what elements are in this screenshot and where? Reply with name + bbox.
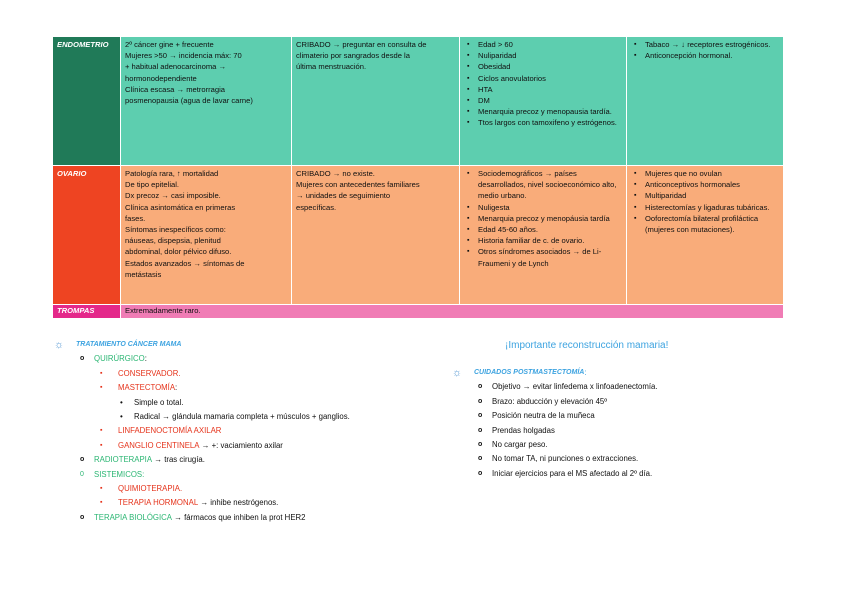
dot-bullet-icon: • <box>120 412 123 422</box>
list-item <box>452 409 812 423</box>
list-item: ▪ Anticoncepción hormonal. <box>645 50 779 61</box>
row-endometrio <box>53 37 784 166</box>
hormonal-desc: → inhibe nestrógenos. <box>200 498 279 508</box>
list-item <box>452 467 812 481</box>
text-line: CRIBADO → preguntar en consulta de <box>296 40 427 49</box>
sun-icon: ☼ <box>452 367 463 379</box>
list-item <box>54 410 454 424</box>
text-line: CRIBADO → no existe. <box>296 169 375 178</box>
cuidado-text: Prendas holgadas <box>492 425 555 435</box>
list-item <box>452 438 812 452</box>
text-line: Mujeres con antecedentes familiares <box>296 180 420 190</box>
tratamiento-title: TRATAMIENTO CÁNCER MAMA <box>76 341 182 348</box>
circle-bullet-icon: o <box>478 441 483 449</box>
list-item: ▪ Ooforectomía bilateral profiláctica (mujeres con mutaciones). <box>645 213 779 235</box>
list-item <box>54 468 454 482</box>
square-bullet-icon: ▪ <box>100 427 103 435</box>
circle-bullet-icon: o <box>478 469 483 477</box>
list-item <box>54 424 454 438</box>
list-item <box>54 396 454 410</box>
square-bullet-icon: ▪ <box>100 369 103 377</box>
list-item: ▪ Sociodemográficos → países desarrollados, nivel socioeconómico alto, medio urbano. <box>478 168 622 202</box>
linfadenectomia-label: LINFADENOCTOMÍA AXILAR <box>118 426 222 436</box>
circle-bullet-icon: o <box>80 513 85 521</box>
ovario-factores-protectores <box>627 166 784 305</box>
cuidado-text: Iniciar ejercicios para el MS afectado al 2º día. <box>492 468 653 478</box>
square-bullet-icon: ▪ <box>100 485 103 493</box>
sun-icon: ☼ <box>54 339 65 351</box>
reconstruccion-banner: ¡Importante reconstrucción mamaria! <box>505 340 669 351</box>
ovario-clinica <box>121 166 292 305</box>
simple-text: Simple o total. <box>134 397 184 407</box>
text-line: Patología rara, ↑ mortalidad <box>125 169 219 178</box>
list-item <box>452 395 812 409</box>
endometrio-clinica <box>121 37 292 166</box>
list-item: o QUIRÚRGICO : <box>54 352 454 366</box>
text-line: climaterio por sangrados desde la <box>296 51 410 61</box>
row-label-ovario: OVARIO <box>53 166 121 305</box>
biologica-label: TERAPIA BIOLÓGICA <box>94 512 172 522</box>
list-item: ▪ Nuligesta <box>478 202 622 213</box>
text-line: → unidades de seguimiento <box>296 191 391 201</box>
endometrio-factores-protectores <box>627 37 784 166</box>
text-line: Clínica escasa → metrorragia <box>125 84 226 94</box>
conservador-label: CONSERVADOR. <box>118 368 181 378</box>
sistemicos-label: SISTEMICOS: <box>94 469 145 479</box>
ovario-factores-riesgo <box>460 166 627 305</box>
tratamiento-section <box>54 338 454 525</box>
endometrio-cribado <box>292 37 460 166</box>
text-line: específicas. <box>296 202 337 212</box>
list-item: ▪ Anticonceptivos hormonales <box>645 179 779 190</box>
dot-bullet-icon: • <box>120 397 123 407</box>
text-line: náuseas, dispepsia, plenitud <box>125 236 221 246</box>
text-line: Dx precoz → casi imposible. <box>125 191 221 201</box>
radioterapia-desc: → tras cirugía. <box>154 455 205 465</box>
list-item <box>452 380 812 394</box>
hormonal-label: TERAPIA HORMONAL <box>118 498 199 508</box>
text-line: posmenopausia (agua de lavar carne) <box>125 96 253 106</box>
list-item: ▪ Historia familiar de c. de ovario. <box>478 235 622 246</box>
square-bullet-icon: ▪ <box>100 441 103 449</box>
cuidado-text: Posición neutra de la muñeca <box>492 411 595 421</box>
circle-bullet-icon: o <box>80 456 85 464</box>
list-item <box>54 482 454 496</box>
list-item: ▪ Edad > 60 <box>478 39 622 50</box>
list-item: ▪ Menarquia precoz y menopáusia tardía <box>478 213 622 224</box>
cuidado-text: No cargar peso. <box>492 440 548 450</box>
list-item <box>54 367 454 381</box>
row-ovario <box>53 166 784 305</box>
list-item <box>54 511 454 525</box>
circle-bullet-icon: o <box>80 355 85 363</box>
ganglio-desc: → +: vaciamiento axilar <box>201 440 283 450</box>
mastectomia-label: MASTECTOMÍA <box>118 383 176 393</box>
list-item: ▪ DM <box>478 95 622 106</box>
list-item <box>54 453 454 467</box>
cuidados-title: CUIDADOS POSTMASTECTOMÍA <box>474 369 585 376</box>
row-trompas <box>53 305 784 319</box>
list-item: ▪ Edad 45-60 años. <box>478 224 622 235</box>
cuidados-section <box>452 366 812 481</box>
quirurgico-label: QUIRÚRGICO <box>94 354 145 364</box>
text-line: Síntomas inespecíficos como: <box>125 225 226 235</box>
circle-bullet-icon: o <box>478 426 483 434</box>
trompas-text: Extremadamente raro. <box>121 305 784 319</box>
list-item: ▪ Obesidad <box>478 61 622 72</box>
cuidado-text: Objetivo → evitar linfedema x linfoadenectomía. <box>492 382 658 392</box>
cuidados-title-row: ☼ CUIDADOS POSTMASTECTOMÍA : <box>452 367 587 379</box>
text-line: 2º cáncer gine + frecuente <box>125 40 214 49</box>
row-label-trompas: TROMPAS <box>53 305 121 319</box>
biologica-desc: → fármacos que inhiben la prot HER2 <box>174 512 306 522</box>
text-line: De tipo epitelial. <box>125 180 180 190</box>
ovario-cribado <box>292 166 460 305</box>
list-item: ▪ Menarquia precoz y menopausia tardía. <box>478 106 622 117</box>
list-item: ▪ Mujeres que no ovulan <box>645 168 779 179</box>
square-bullet-icon: ▪ <box>100 499 103 507</box>
text-line: metástasis <box>125 269 162 279</box>
text-line: Estados avanzados → síntomas de <box>125 258 245 268</box>
square-bullet-icon: ▪ <box>100 384 103 392</box>
list-item <box>54 439 454 453</box>
text-line: Clínica asintomática en primeras <box>125 202 236 212</box>
list-item: ▪ Ciclos anovulatorios <box>478 73 622 84</box>
list-item: ▪ MASTECTOMÍA : <box>54 381 454 395</box>
zero-bullet-icon: 0 <box>80 470 84 478</box>
text-line: hormonodependiente <box>125 73 197 83</box>
list-item: ▪ Nuliparidad <box>478 50 622 61</box>
list-item: ▪ Ttos largos con tamoxifeno y estrógenos. <box>478 117 622 128</box>
quimioterapia-label: QUIMIOTERAPIA. <box>118 484 183 494</box>
circle-bullet-icon: o <box>478 455 483 463</box>
circle-bullet-icon: o <box>478 412 483 420</box>
list-item: ▪ HTA <box>478 84 622 95</box>
radioterapia-label: RADIOTERAPIA <box>94 455 153 465</box>
endometrio-factores-riesgo <box>460 37 627 166</box>
text-line: + habitual adenocarcinoma → <box>125 62 227 72</box>
list-item <box>452 452 812 466</box>
list-item: ▪ Otros síndromes asociados → de Li-Fraumeni y de Lynch <box>478 246 622 268</box>
text-line: última menstruación. <box>296 62 367 72</box>
list-item <box>54 496 454 510</box>
list-item: ▪ Tabaco → ↓ receptores estrogénicos. <box>645 39 779 50</box>
cuidado-text: Brazo: abducción y elevación 45º <box>492 396 608 406</box>
tratamiento-title-row <box>54 338 454 352</box>
ganglio-label: GANGLIO CENTINELA <box>118 440 200 450</box>
radical-text: Radical → glándula mamaria completa + músculos + ganglios. <box>134 412 350 422</box>
text-line: fases. <box>125 213 146 223</box>
cuidado-text: No tomar TA, ni punciones o extracciones. <box>492 454 639 464</box>
circle-bullet-icon: o <box>478 397 483 405</box>
list-item: ▪ Histerectomías y ligaduras tubáricas. <box>645 202 779 213</box>
text-line: abdominal, dolor pélvico difuso. <box>125 247 232 257</box>
circle-bullet-icon: o <box>478 383 483 391</box>
list-item <box>452 424 812 438</box>
list-item: ▪ Multiparidad <box>645 190 779 201</box>
text-line: Mujeres >50 → incidencia máx: 70 <box>125 51 242 61</box>
cancer-table <box>52 36 784 319</box>
row-label-endometrio: ENDOMETRIO <box>53 37 121 166</box>
